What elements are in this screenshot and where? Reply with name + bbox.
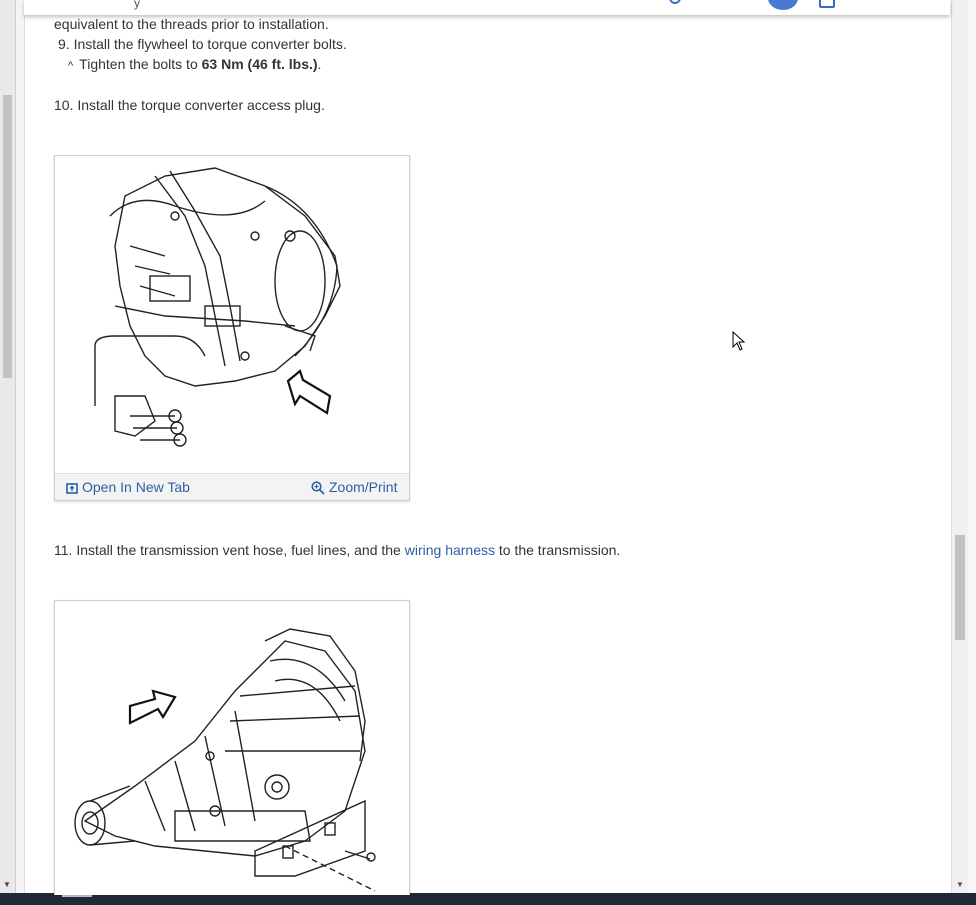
substep-prefix: Tighten the bolts to: [79, 56, 202, 72]
substep-suffix: .: [317, 56, 322, 72]
avatar[interactable]: [768, 0, 798, 10]
content-scrollbar-thumb[interactable]: [955, 535, 965, 640]
sticky-header: [24, 0, 950, 15]
transmission-line-drawing: [55, 601, 409, 895]
step-text-before: Install the transmission vent hose, fuel lines, and the: [76, 542, 405, 558]
zoom-icon: [311, 481, 325, 495]
open-in-new-tab-label: Open In New Tab: [82, 479, 190, 495]
step-number: 9.: [58, 36, 70, 52]
direction-arrow: [288, 371, 330, 413]
torque-spec: 63 Nm (46 ft. lbs.): [201, 56, 318, 72]
scroll-down-arrow-icon[interactable]: ▼: [3, 880, 11, 889]
frame-right-border: [968, 0, 976, 893]
mouse-cursor-icon: [732, 331, 746, 351]
figure-torque-converter: [54, 155, 410, 501]
step-number: 10.: [54, 97, 74, 113]
transmission-line-drawing: [55, 156, 409, 472]
outer-scrollbar[interactable]: [0, 0, 16, 893]
frame-left-border: [16, 0, 25, 893]
zoom-print-button[interactable]: [311, 479, 397, 495]
open-in-new-tab-icon: [66, 483, 78, 494]
figure-toolbar: [55, 473, 409, 500]
substep-marker: ^: [68, 60, 74, 72]
step-11: [54, 542, 620, 558]
calendar-add-icon[interactable]: [819, 0, 835, 8]
direction-arrow: [130, 691, 175, 723]
zoom-print-label: Zoom/Print: [329, 479, 398, 495]
step-text: Install the torque converter access plug.: [77, 97, 325, 113]
search-icon[interactable]: [669, 0, 681, 4]
step-text: Install the flywheel to torque converter bolts.: [73, 36, 347, 52]
step-8-continuation: equivalent to the threads prior to installation.: [54, 16, 329, 32]
wiring-harness-link[interactable]: wiring harness: [404, 542, 495, 558]
outer-scrollbar-thumb[interactable]: [3, 95, 12, 378]
step-text-after: to the transmission.: [495, 542, 621, 558]
step-9-substep: [68, 56, 321, 74]
step-9: [58, 36, 347, 52]
header-title-fragment: y: [134, 0, 140, 10]
step-10: [54, 97, 325, 113]
open-in-new-tab-button[interactable]: [66, 479, 190, 495]
step-number: 11.: [54, 542, 73, 558]
scroll-down-arrow-icon[interactable]: ▼: [956, 880, 964, 889]
content-scrollbar[interactable]: [951, 0, 968, 893]
figure-transmission: [54, 600, 410, 895]
